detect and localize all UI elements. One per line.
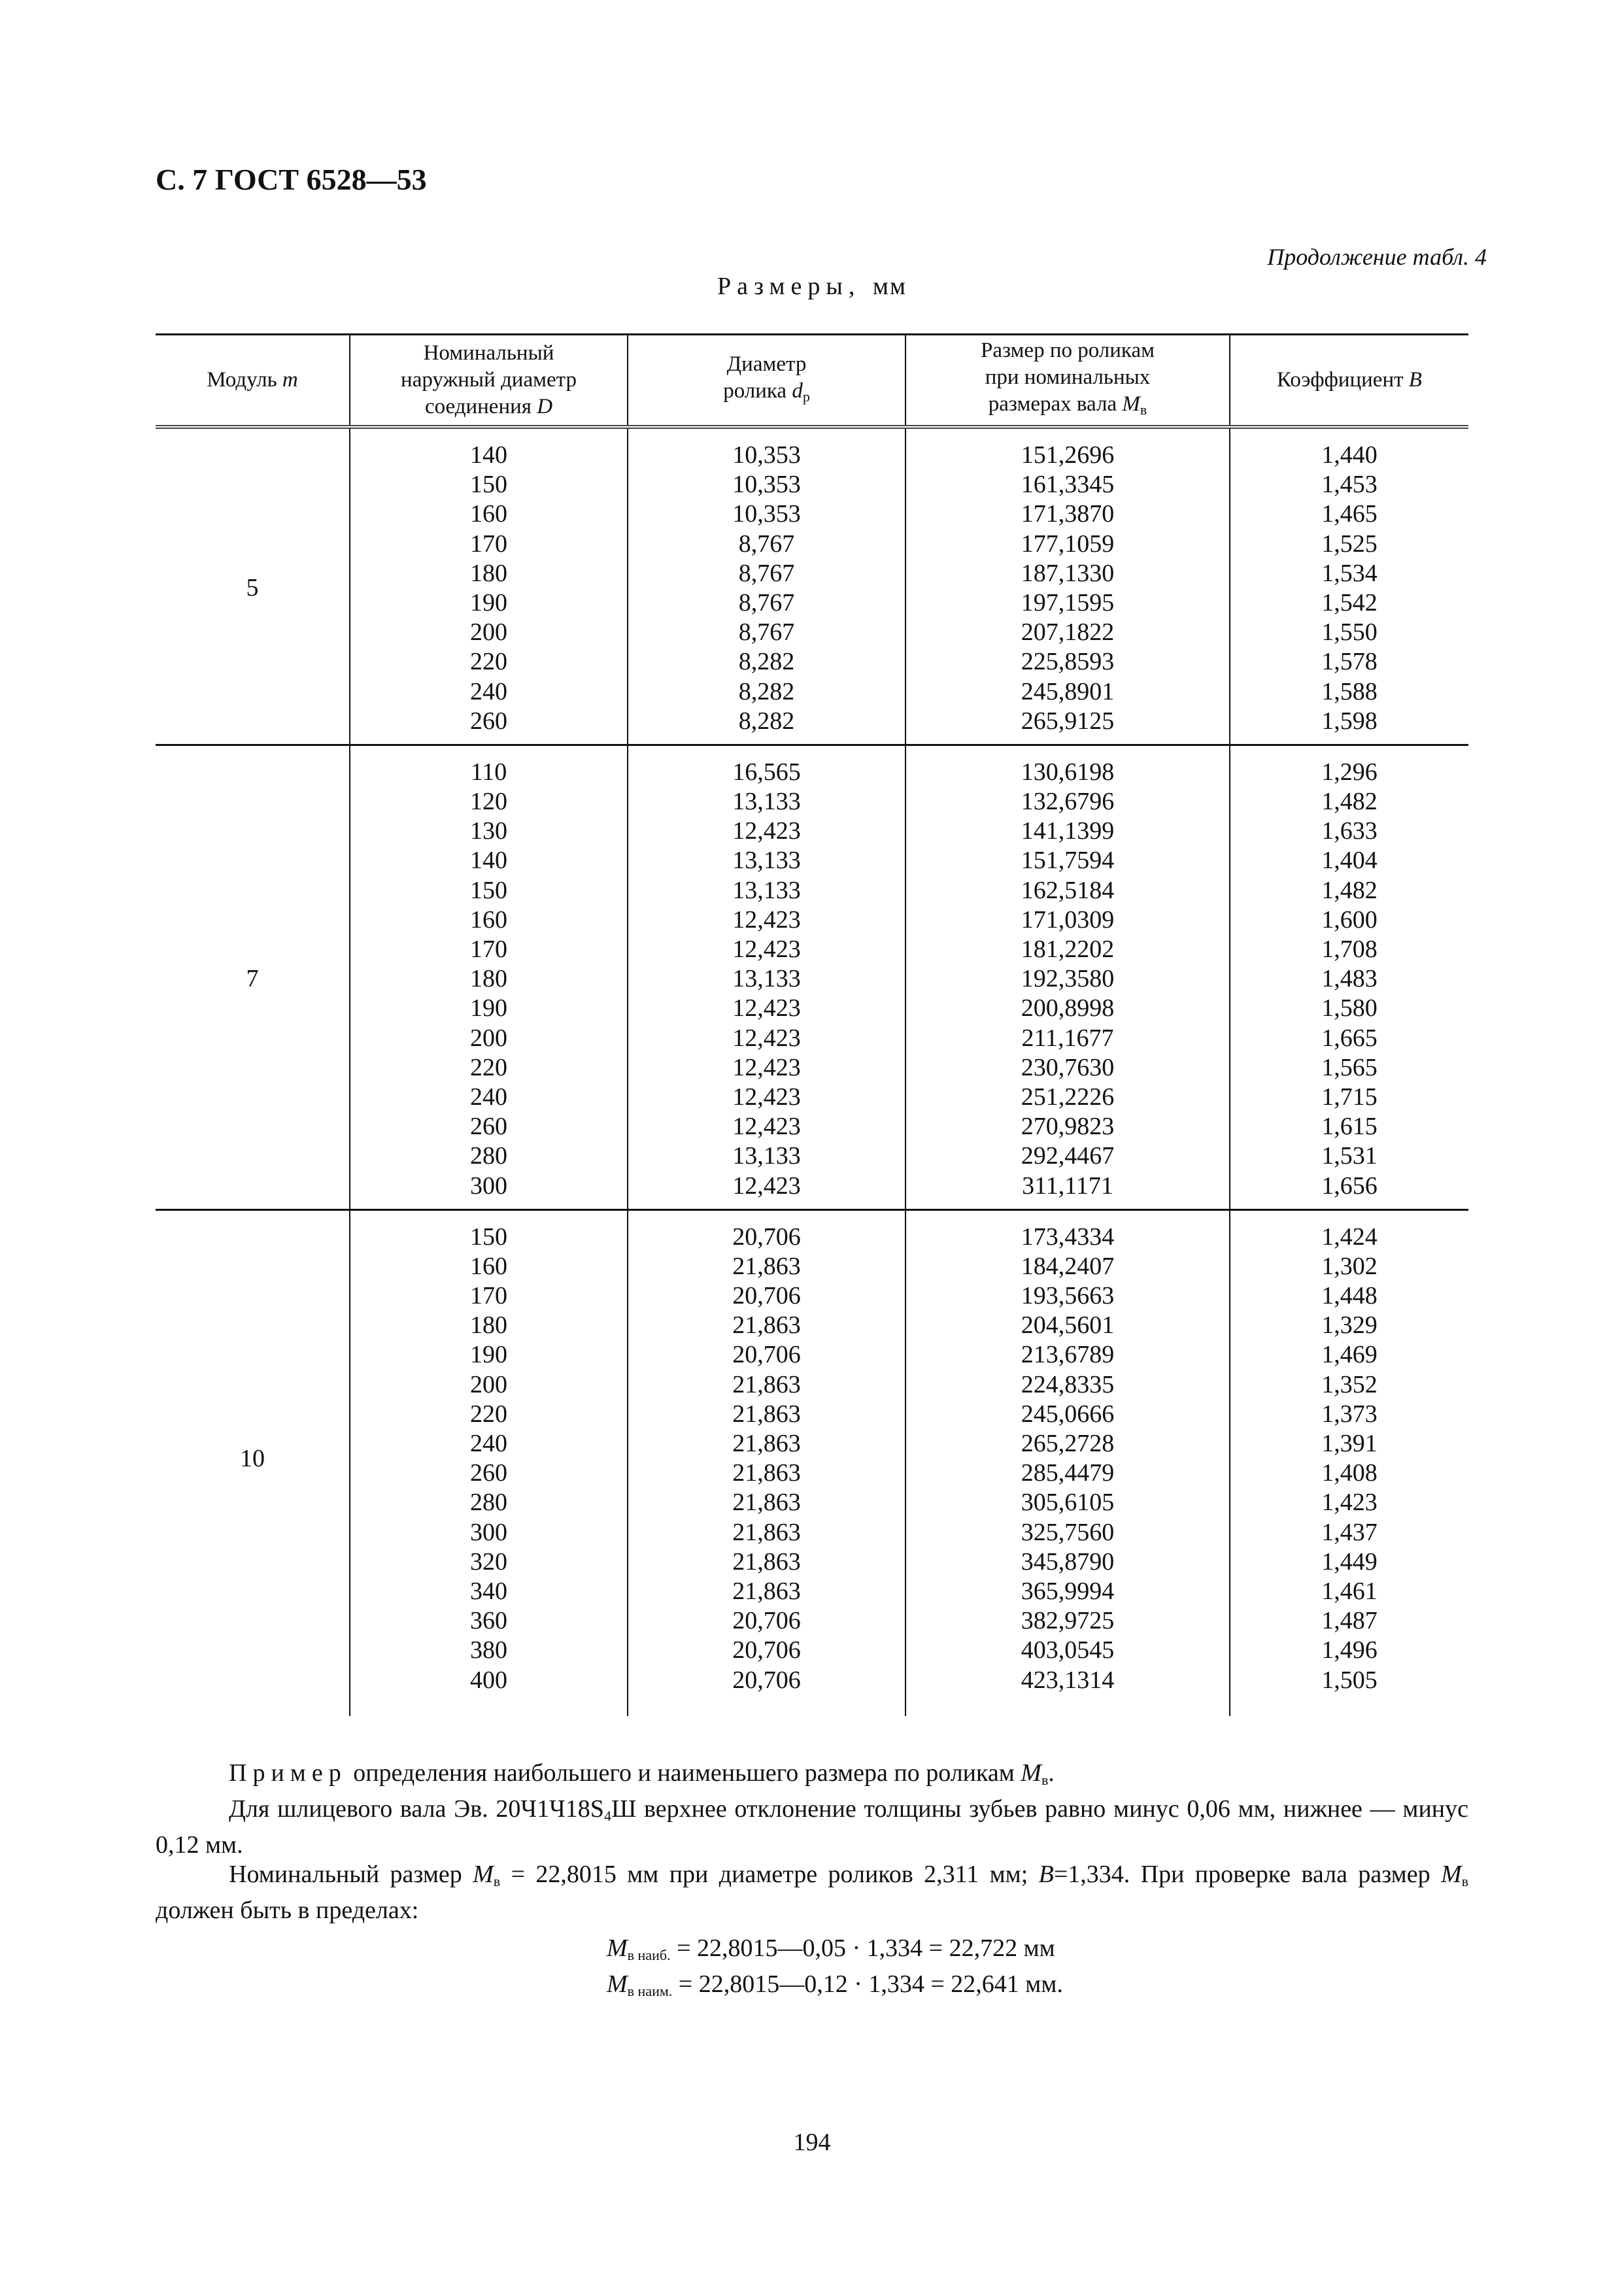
cell-value: 8,282 <box>738 707 795 735</box>
cell-value: 21,863 <box>732 1400 801 1428</box>
cell-value: 320 <box>470 1547 507 1576</box>
cell-value: 12,423 <box>732 994 801 1022</box>
cell-value: 260 <box>470 1113 507 1141</box>
cell-value: 181,2202 <box>1021 936 1115 963</box>
cell-value: 12,423 <box>732 1024 801 1052</box>
cell-value: 171,3870 <box>1021 500 1115 528</box>
cell-value: 345,8790 <box>1021 1547 1115 1576</box>
cell-value: 10,353 <box>732 441 801 469</box>
page-number: 194 <box>793 2129 831 2156</box>
nominal-diameter-cell <box>350 745 628 1209</box>
cell-value: 177,1059 <box>1021 530 1115 558</box>
cell-value: 1,469 <box>1321 1341 1378 1369</box>
cell-value: 1,440 <box>1321 441 1378 469</box>
cell-value: 12,423 <box>732 1053 801 1081</box>
cell-value: 20,706 <box>732 1282 801 1310</box>
module-cell: 5 <box>246 574 259 602</box>
cell-value: 1,588 <box>1321 677 1378 705</box>
cell-value: 285,4479 <box>1021 1459 1115 1487</box>
dimensions-word: Размеры, <box>717 273 861 300</box>
cell-value: 140 <box>470 441 507 469</box>
cell-value: 1,525 <box>1321 530 1378 558</box>
cell-value: 1,465 <box>1321 500 1378 528</box>
cell-value: 300 <box>470 1518 507 1546</box>
cell-value: 140 <box>470 847 507 875</box>
cell-value: 12,423 <box>732 936 801 963</box>
cell-value: 21,863 <box>732 1459 801 1487</box>
cell-value: 13,133 <box>732 1142 801 1170</box>
cell-value: 423,1314 <box>1021 1666 1115 1694</box>
cell-value: 180 <box>470 965 507 993</box>
cell-value: 1,487 <box>1321 1607 1378 1635</box>
cell-value: 360 <box>470 1607 507 1635</box>
cell-value: 193,5663 <box>1021 1282 1115 1310</box>
cell-value: 240 <box>470 1430 507 1457</box>
cell-value: 13,133 <box>732 788 801 816</box>
cell-value: 260 <box>470 707 507 735</box>
cell-value: 1,302 <box>1321 1252 1378 1280</box>
coefficient-cell <box>1230 745 1468 1209</box>
cell-value: 325,7560 <box>1021 1518 1115 1546</box>
cell-value: 1,424 <box>1321 1223 1378 1251</box>
module-cell: 7 <box>156 745 350 1209</box>
cell-value: 180 <box>470 559 507 587</box>
cell-value: 150 <box>470 1223 507 1251</box>
cell-value: 1,373 <box>1321 1400 1378 1428</box>
cell-value: 8,767 <box>738 559 795 587</box>
cell-value: 21,863 <box>732 1547 801 1576</box>
table-row <box>156 427 1468 745</box>
cell-value: 245,0666 <box>1021 1400 1115 1428</box>
module-cell: 10 <box>156 1209 350 1703</box>
cell-value: 305,6105 <box>1021 1489 1115 1517</box>
cell-value: 1,578 <box>1321 648 1378 676</box>
cell-value: 1,715 <box>1321 1083 1378 1111</box>
cell-value: 270,9823 <box>1021 1113 1115 1141</box>
cell-value: 21,863 <box>732 1370 801 1398</box>
cell-value: 280 <box>470 1142 507 1170</box>
cell-value: 20,706 <box>732 1666 801 1694</box>
example-title: Пример определения наибольшего и наименьшего размера по роликам $M_в$. <box>229 1759 1055 1788</box>
cell-value: 190 <box>470 994 507 1022</box>
cell-value: 120 <box>470 788 507 816</box>
cell-value: 184,2407 <box>1021 1252 1115 1280</box>
cell-value: 1,542 <box>1321 588 1378 616</box>
cell-value: 187,1330 <box>1021 559 1115 587</box>
cell-value: 1,423 <box>1321 1489 1378 1517</box>
cell-value: 1,482 <box>1321 788 1378 816</box>
cell-value: 13,133 <box>732 876 801 904</box>
cell-value: 225,8593 <box>1021 648 1115 676</box>
cell-value: 240 <box>470 1083 507 1111</box>
cell-value: 180 <box>470 1311 507 1340</box>
example-paragraph-nominal: Номинальный размер $M_в = 22,8015$ мм при диаметре роликов 2,311 мм; B=1,334. При проверке вала размер $M_в$ должен быть в пределах: <box>156 1861 1469 1924</box>
size-over-rollers-cell <box>905 1209 1230 1703</box>
cell-value: 311,1171 <box>1022 1172 1113 1200</box>
cell-value: 132,6796 <box>1021 788 1115 816</box>
cell-value: 197,1595 <box>1021 588 1115 616</box>
cell-value: 1,482 <box>1321 876 1378 904</box>
cell-value: 1,505 <box>1321 1666 1378 1694</box>
cell-value: 21,863 <box>732 1518 801 1546</box>
cell-value: 8,282 <box>738 677 795 705</box>
cell-value: 190 <box>470 588 507 616</box>
cell-value: 1,408 <box>1321 1459 1378 1487</box>
cell-value: 8,767 <box>738 618 795 647</box>
cell-value: 12,423 <box>732 817 801 845</box>
cell-value: 1,449 <box>1321 1547 1378 1576</box>
cell-value: 265,9125 <box>1021 707 1115 735</box>
coefficient-cell <box>1230 427 1468 745</box>
roller-diameter-cell <box>628 745 905 1209</box>
cell-value: 10,353 <box>732 500 801 528</box>
cell-value: 160 <box>470 1252 507 1280</box>
cell-value: 1,615 <box>1321 1113 1378 1141</box>
coefficient-cell <box>1230 1209 1468 1703</box>
cell-value: 1,329 <box>1321 1311 1378 1340</box>
table-header-row <box>156 335 1468 428</box>
cell-value: 141,1399 <box>1021 817 1115 845</box>
header-module: Модуль m <box>156 335 350 428</box>
cell-value: 130 <box>470 817 507 845</box>
cell-value: 1,453 <box>1321 471 1378 499</box>
cell-value: 300 <box>470 1172 507 1200</box>
cell-value: 12,423 <box>732 1172 801 1200</box>
cell-value: 192,3580 <box>1021 965 1115 993</box>
header-roller-diameter: Диаметр ролика $d_р$ <box>628 335 905 428</box>
formula-min: $M_{в наим.}$ = 22,8015—0,12 · 1,334 = 22,641 мм. <box>607 1970 1063 1999</box>
cell-value: 8,282 <box>738 648 795 676</box>
cell-value: 403,0545 <box>1021 1636 1115 1664</box>
table-row <box>156 1209 1468 1703</box>
size-over-rollers-cell <box>905 745 1230 1209</box>
cell-value: 150 <box>470 876 507 904</box>
nominal-diameter-cell <box>350 1209 628 1703</box>
cell-value: 204,5601 <box>1021 1311 1115 1340</box>
cell-value: 21,863 <box>732 1577 801 1605</box>
cell-value: 190 <box>470 1341 507 1369</box>
cell-value: 8,767 <box>738 588 795 616</box>
cell-value: 400 <box>470 1666 507 1694</box>
cell-value: 20,706 <box>732 1607 801 1635</box>
cell-value: 1,352 <box>1321 1370 1378 1398</box>
cell-value: 162,5184 <box>1021 876 1115 904</box>
cell-value: 21,863 <box>732 1252 801 1280</box>
cell-value: 1,296 <box>1321 758 1378 786</box>
dimensions-unit: мм <box>872 273 907 300</box>
cell-value: 380 <box>470 1636 507 1664</box>
formula-block <box>607 1934 1063 2006</box>
cell-value: 224,8335 <box>1021 1370 1115 1398</box>
cell-value: 1,437 <box>1321 1518 1378 1546</box>
header-size-over-rollers: Размер по роликам при номинальных размерах вала $M_в$ <box>905 335 1230 428</box>
cell-value: 1,600 <box>1321 905 1378 934</box>
cell-value: 260 <box>470 1459 507 1487</box>
cell-value: 20,706 <box>732 1341 801 1369</box>
page-header: С. 7 ГОСТ 6528—53 <box>156 163 427 196</box>
formula-max: $M_{в наиб.}$ = 22,8015—0,05 · 1,334 = 22,722 мм <box>607 1934 1055 1963</box>
cell-value: 1,404 <box>1321 847 1378 875</box>
cell-value: 1,598 <box>1321 707 1378 735</box>
cell-value: 1,448 <box>1321 1282 1378 1310</box>
cell-value: 160 <box>470 905 507 934</box>
cell-value: 211,1677 <box>1021 1024 1114 1052</box>
cell-value: 160 <box>470 500 507 528</box>
cell-value: 220 <box>470 1400 507 1428</box>
dimensions-caption <box>0 272 1624 301</box>
cell-value: 12,423 <box>732 905 801 934</box>
cell-value: 171,0309 <box>1021 905 1115 934</box>
cell-value: 200 <box>470 1370 507 1398</box>
cell-value: 1,580 <box>1321 994 1378 1022</box>
module-group <box>156 1209 1468 1703</box>
example-paragraph-spline: Для шлицевого вала Эв. $20Ч1Ч18S_4Ш$ верхнее отклонение толщины зубьев равно минус 0,06 мм, нижнее — минус 0,12 мм. <box>156 1795 1468 1859</box>
table-continuation-note: Продолжение табл. 4 <box>1267 244 1487 270</box>
cell-value: 213,6789 <box>1021 1341 1115 1369</box>
module-group <box>156 427 1468 745</box>
example-section <box>156 1759 1468 1925</box>
cell-value: 382,9725 <box>1021 1607 1115 1635</box>
cell-value: 110 <box>470 758 507 786</box>
cell-value: 200 <box>470 1024 507 1052</box>
cell-value: 21,863 <box>732 1489 801 1517</box>
cell-value: 245,8901 <box>1021 677 1115 705</box>
cell-value: 1,391 <box>1321 1430 1378 1457</box>
cell-value: 1,483 <box>1321 965 1378 993</box>
cell-value: 365,9994 <box>1021 1577 1115 1605</box>
table-bottom-spacer <box>156 1703 1468 1716</box>
cell-value: 1,565 <box>1321 1053 1378 1081</box>
cell-value: 20,706 <box>732 1636 801 1664</box>
cell-value: 230,7630 <box>1021 1053 1115 1081</box>
cell-value: 220 <box>470 648 507 676</box>
nominal-diameter-cell <box>350 427 628 745</box>
cell-value: 292,4467 <box>1021 1142 1115 1170</box>
cell-value: 207,1822 <box>1021 618 1115 647</box>
cell-value: 200,8998 <box>1021 994 1115 1022</box>
cell-value: 240 <box>470 677 507 705</box>
cell-value: 1,531 <box>1321 1142 1378 1170</box>
cell-value: 161,3345 <box>1021 471 1115 499</box>
cell-value: 173,4334 <box>1021 1223 1115 1251</box>
header-coefficient: Коэффициент B <box>1230 335 1468 428</box>
cell-value: 13,133 <box>732 847 801 875</box>
cell-value: 251,2226 <box>1021 1083 1115 1111</box>
cell-value: 150 <box>470 471 507 499</box>
cell-value: 21,863 <box>732 1430 801 1457</box>
cell-value: 280 <box>470 1489 507 1517</box>
cell-value: 10,353 <box>732 471 801 499</box>
cell-value: 220 <box>470 1053 507 1081</box>
cell-value: 151,2696 <box>1021 441 1115 469</box>
table-row <box>156 745 1468 1209</box>
cell-value: 1,550 <box>1321 618 1378 647</box>
cell-value: 1,633 <box>1321 817 1378 845</box>
cell-value: 1,496 <box>1321 1636 1378 1664</box>
cell-value: 13,133 <box>732 965 801 993</box>
roller-diameter-cell <box>628 1209 905 1703</box>
module-group <box>156 745 1468 1209</box>
cell-value: 340 <box>470 1577 507 1605</box>
cell-value: 1,708 <box>1321 936 1378 963</box>
cell-value: 170 <box>470 1282 507 1310</box>
cell-value: 265,2728 <box>1021 1430 1115 1457</box>
cell-value: 20,706 <box>732 1223 801 1251</box>
cell-value: 12,423 <box>732 1113 801 1141</box>
cell-value: 1,665 <box>1321 1024 1378 1052</box>
cell-value: 200 <box>470 618 507 647</box>
roller-size-table <box>156 333 1468 1716</box>
cell-value: 1,656 <box>1321 1172 1378 1200</box>
cell-value: 8,767 <box>738 530 795 558</box>
cell-value: 1,461 <box>1321 1577 1378 1605</box>
cell-value: 170 <box>470 936 507 963</box>
cell-value: 12,423 <box>732 1083 801 1111</box>
cell-value: 170 <box>470 530 507 558</box>
cell-value: 151,7594 <box>1021 847 1115 875</box>
header-nominal-diameter: Номинальный наружный диаметр соединения D <box>350 335 628 428</box>
cell-value: 16,565 <box>732 758 801 786</box>
cell-value: 130,6198 <box>1021 758 1115 786</box>
roller-diameter-cell <box>628 427 905 745</box>
size-over-rollers-cell <box>905 427 1230 745</box>
cell-value: 1,534 <box>1321 559 1378 587</box>
cell-value: 21,863 <box>732 1311 801 1340</box>
